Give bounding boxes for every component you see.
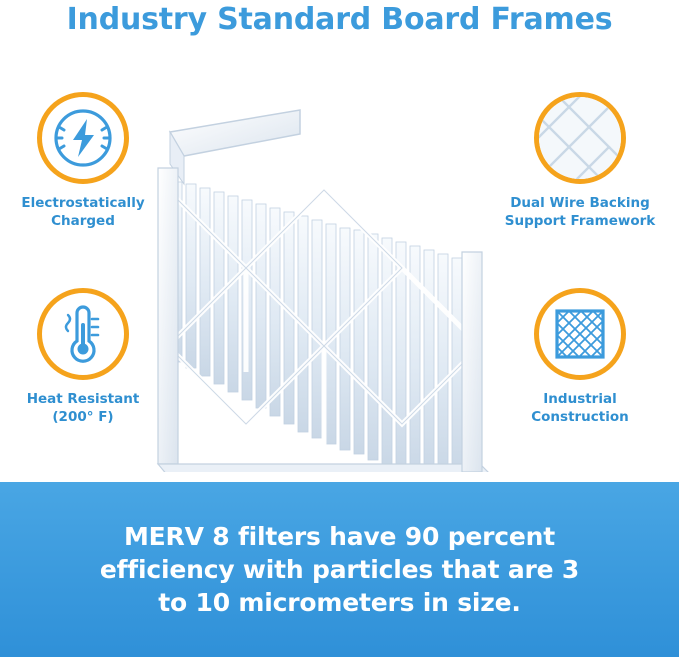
feature-dual-wire-backing [500,92,660,230]
framed-mesh-icon [539,293,621,375]
feature-label [500,194,660,230]
banner-line-3: to 10 micrometers in size. [158,588,521,617]
feature-label-line1: Electrostatically [21,195,145,211]
banner-text [74,520,605,619]
page-title: Industry Standard Board Frames [66,2,613,37]
feature-label-line2: Construction [531,409,629,426]
feature-icon-circle [534,288,626,380]
feature-industrial-construction [500,288,660,426]
product-illustration [150,72,530,472]
thermometer-icon [42,293,124,375]
feature-label-line2: Charged [51,213,115,230]
banner-line-2: efficiency with particles that are 3 [99,555,580,584]
wire-mesh-icon [539,97,621,179]
feature-label [3,194,163,230]
lightning-bolt-icon [42,97,124,179]
feature-label-line1: Dual Wire Backing [510,195,650,211]
feature-label [500,390,660,426]
feature-label [3,390,163,426]
feature-icon-circle [534,92,626,184]
feature-label-line1: Heat Resistant [26,391,140,407]
banner-line-1: MERV 8 filters have 90 percent [123,522,555,551]
feature-label-line2: (200° F) [52,409,114,426]
feature-electrostatically-charged [3,92,163,230]
merv-rating-banner [0,482,679,657]
feature-icon-circle [37,92,129,184]
air-filter-drawing [150,72,530,472]
feature-label-line1: Industrial [543,391,617,407]
feature-label-line2: Support Framework [504,213,656,230]
feature-heat-resistant [3,288,163,426]
feature-icon-circle [37,288,129,380]
